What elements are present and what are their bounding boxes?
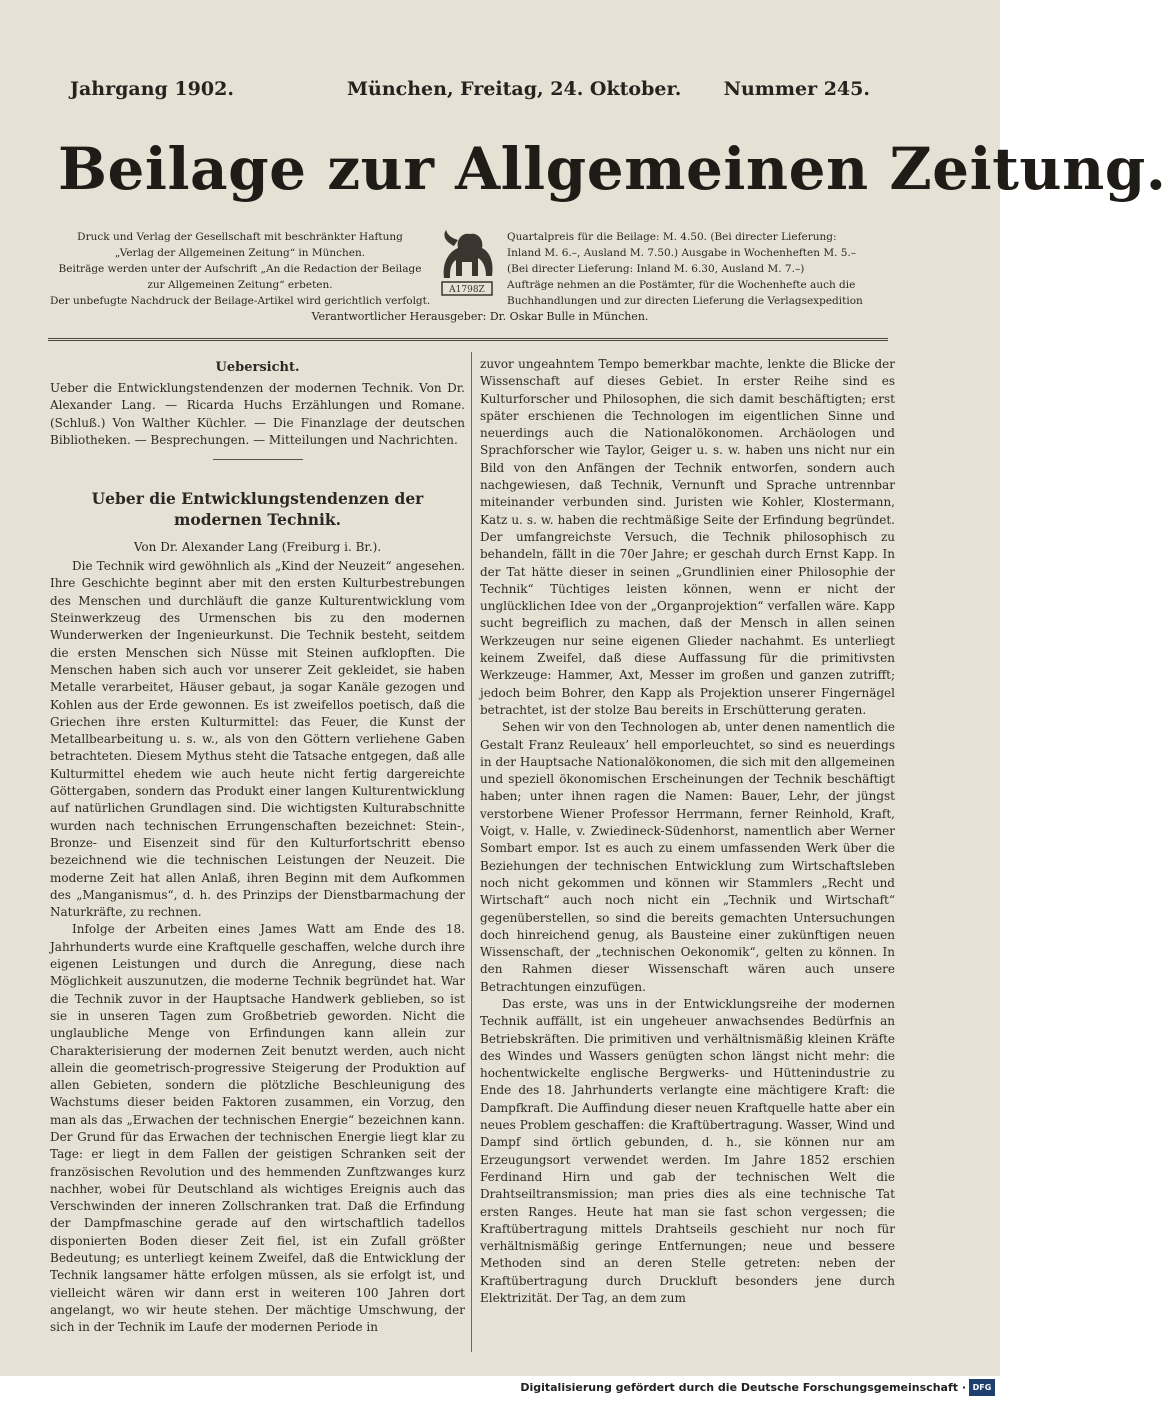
masthead-line — [62, 78, 876, 108]
dateline: München, Freitag, 24. Oktober. — [347, 78, 682, 100]
article-paragraph: Die Technik wird gewöhnlich als „Kind der Neuzeit“ angesehen. Ihre Geschichte beginnt aber mit den ersten Kulturbestrebungen des Menschen und durchläuft die ganze Kulturentwicklung vom Steinwerkzeug des Urmenschen bis zu den modernen Wunderwerken der Ingenieurkunst. Die Technik besteht, seitdem die ersten Menschen sich Nüsse mit Steinen aufklopften. Die Menschen haben sich auch vor unserer Zeit gekleidet, sie haben Metalle verarbeitet, Häuser gebaut, ja sogar Kanäle gezogen und Kohlen aus der Erde gewonnen. Es ist zweifellos poetisch, daß die Griechen ihre ersten Kulturmittel: das Feuer, die Kunst der Metallbearbeitung u. s. w., als von den Göttern verliehene Gaben betrachteten. Diesem Mythus steht die Tatsache entgegen, daß alle Kulturmittel ehedem wie auch heute nicht fertig dargereichte Göttergaben, sondern das Produkt einer langen Kulturentwicklung auf natürlichen Grundlagen sind. Die wichtigsten Kulturabschnitte wurden nach technischen Errungenschaften bezeichnet: Stein-, Bronze- und Eisenzeit sind für den Kulturfortschritt ebenso bezeichnend wie die technischen Leistungen der Neuzeit. Die moderne Zeit hat allen Anlaß, ihren Beginn mit dem Aufkommen des „Manganismus“, d. h. des Prinzips der Dienstbarmachung der Naturkräfte, zu rechnen. — [50, 559, 465, 920]
article-paragraph: Das erste, was uns in der Entwicklungsreihe der modernen Technik auffällt, ist ein ungeheuer anwachsendes Bedürfnis an Betriebskräften. Die primitiven und verhältnismäßig kleinen Kräfte des Windes und Wassers genügten schon längst nicht mehr: die hochentwickelte englische Bergwerks- und Hüttenindustrie zu Ende des 18. Jahrhunderts verlangte eine mächtigere Kraft: die Dampfkraft. Die Auffindung dieser neuen Kraftquelle hatte aber ein neues Problem geschaffen: die Kraftübertragung. Wasser, Wind und Dampf sind örtlich gebunden, d. h., sie können nur am Erzeugungsort verwendet werden. Im Jahre 1852 erschien Ferdinand Hirn und gab der technischen Welt die Drahtseiltransmission; man pries dies als eine technische Tat ersten Ranges. Heute hat man sie fast schon vergessen; die Kraftübertragung mittels Drahtseils geschieht nur noch für verhältnismäßig geringe Entfernungen; neue und bessere Methoden sind an deren Stelle getreten: neben der Kraftübertragung durch Druckluft besonders jene durch Elektrizität. Der Tag, an dem zum — [480, 996, 895, 1306]
newspaper-title: Beilage zur Allgemeinen Zeitung. — [58, 135, 1166, 203]
subscription-line: Quartalpreis für die Beilage: M. 4.50. (Bei directer Lieferung: — [507, 231, 837, 243]
overview-text: Ueber die Entwicklungstendenzen der modernen Technik. Von Dr. Alexander Lang. — Ricarda Huchs Erzählungen und Romane. (Schluß.) Von Walther Küchler. — Die Finanzlage der deutschen Bibliotheken. — Besprechungen. — Mitteilungen und Nachrichten. — [50, 381, 465, 447]
publisher-line: Beiträge werden unter der Aufschrift „An die Redaction der Beilage — [58, 263, 422, 275]
digitization-credit: Digitalisierung gefördert durch die Deutsche Forschungsgemeinschaft · — [520, 1381, 966, 1394]
article-paragraph: Sehen wir von den Technologen ab, unter denen namentlich die Gestalt Franz Reuleaux’ hell emporleuchtet, so sind es neuerdings in der Hauptsache Nationalökonomen, die sich mit den allgemeinen und speziell ökonomischen Erscheinungen der Technik beschäftigt haben; unter ihnen ragen die Namen: Bauer, Lehr, der jüngst verstorbene Wiener Professor Herrmann, ferner Reinhold, Kraft, Voigt, v. Halle, v. Zwiedineck-Südenhorst, namentlich aber Werner Sombart empor. Ist es auch zu einem umfassenden Werk über die Beziehungen der technischen Entwicklung zum Wirtschaftsleben noch nicht gekommen und können wir Stammlers „Recht und Wirtschaft“ auch noch nicht ein „Technik und Wirtschaft“ gegenüberstellen, so sind die bereits gemachten Untersuchungen doch hinreichend genug, als Bausteine einer zukünftigen neuen Wissenschaft, der „technischen Oekonomik“, gelten zu können. In den Rahmen dieser Wissenschaft wären auch unsere Betrachtungen einzufügen. — [480, 720, 895, 994]
overview-heading: Uebersicht. — [215, 360, 300, 375]
article-title: Ueber die Entwicklungstendenzen der modernen Technik. — [91, 489, 424, 530]
volume-label: Jahrgang 1902. — [70, 78, 234, 100]
section-divider — [213, 459, 303, 460]
article-paragraph: Infolge der Arbeiten eines James Watt am Ende des 18. Jahrhunderts wurde eine Kraftquelle geschaffen, welche durch ihre eigenen Leistungen und durch die Anregung, diese nach Möglichkeit auszunutzen, die moderne Technik begründet hat. War die Technik zuvor in der Hauptsache Handwerk geblieben, so ist sie in unseren Tagen zum Großbetrieb geworden. Nicht die unglaubliche Menge von Erfindungen kann allein zur Charakterisierung der modernen Zeit benutzt werden, auch nicht allein die geometrisch-progressive Steigerung der Produktion auf allen Gebieten, sondern die plötzliche Beschleunigung des Wachstums dieser beiden Faktoren zusammen, ein Vorzug, den man als das „Erwachen der technischen Energie“ bezeichnen kann. Der Grund für das Erwachen der technischen Energie liegt klar zu Tage: er liegt in dem Fallen der geistigen Schranken seit der französischen Revolution und des hemmenden Zunftzwanges kurz nachher, wobei für Deutschland als wichtiges Ereignis auch das Verschwinden der inneren Zollschranken trat. Daß die Erfindung der Dampfmaschine gerade auf den wirtschaftlich tadellos disponierten Boden dieser Zeit fiel, ist ein Zufall größter Bedeutung; es unterliegt keinem Zweifel, daß die Entwicklung der Technik langsamer hätte erfolgen müssen, als sie erfolgt ist, und vielleicht wären wir dann erst in weiteren 100 Jahren dort angelangt, wo wir heute stehen. Der mächtige Umschwung, der sich in der Technik im Laufe der modernen Periode in — [50, 922, 465, 1335]
article-paragraph: zuvor ungeahntem Tempo bemerkbar machte, lenkte die Blicke der Wissenschaft auf dieses Gebiet. In erster Reihe sind es Kulturforscher und Philosophen, die sich damit beschäftigten; erst später erschienen die Technologen im eigentlichen Sinne und neuerdings auch die Nationalökonomen. Archäologen und Sprachforscher wie Taylor, Geiger u. s. w. haben uns nicht nur ein Bild von den Anfängen der Technik entworfen, sondern auch nachgewiesen, daß Technik, Vernunft und Sprache untrennbar miteinander verbunden sind. Juristen wie Kohler, Klostermann, Katz u. s. w. haben die rechtmäßige Seite der Erfindung begründet. Der umfangreichste Versuch, die Technik philosophisch zu behandeln, fällt in die 70er Jahre; er geschah durch Ernst Kapp. In der Tat hätte dieser in seinen „Grundlinien einer Philosophie der Technik“ Tüchtiges leisten können, wenn er nicht der unglücklichen Idee von der „Organprojektion“ verfallen wäre. Kapp sucht begreiflich zu machen, daß der Mensch in allen seinen Werkzeugen nur seine eigenen Glieder nachahmt. Es unterliegt keinem Zweifel, daß diese Auffassung für die primitivsten Werkzeuge: Hammer, Axt, Messer im großen und ganzen zutrifft; jedoch beim Bohrer, den Kapp als Projektion unserer Fingernägel betrachtet, ist der stolze Bau bereits in Erschütterung geraten. — [480, 357, 895, 717]
subscription-line: (Bei directer Lieferung: Inland M. 6.30, Ausland M. 7.–) — [507, 263, 805, 275]
subscription-line: Inland M. 6.–, Ausland M. 7.50.) Ausgabe in Wochenheften M. 5.– — [507, 247, 857, 259]
emblem-text: A1798Z — [449, 285, 485, 295]
lion-emblem-icon — [432, 226, 502, 302]
right-column — [480, 356, 895, 1307]
publisher-line: „Verlag der Allgemeinen Zeitung“ in München. — [114, 247, 366, 259]
subscription-line: Buchhandlungen und zur directen Lieferung die Verlagsexpedition — [507, 295, 863, 307]
editor-line: Verantwortlicher Herausgeber: Dr. Oskar Bulle in München. — [311, 310, 649, 323]
article-byline: Von Dr. Alexander Lang (Freiburg i. Br.). — [133, 540, 382, 555]
issue-number: Nummer 245. — [723, 78, 870, 100]
dfg-logo: DFG — [969, 1379, 995, 1396]
subscription-line: Aufträge nehmen an die Postämter, für die Wochenhefte auch die — [507, 279, 856, 291]
subscription-info — [507, 229, 887, 309]
footer-bar — [0, 1376, 1000, 1401]
header-divider — [48, 338, 888, 341]
publisher-line: Druck und Verlag der Gesellschaft mit beschränkter Haftung — [77, 231, 403, 243]
publisher-info — [50, 229, 430, 309]
left-column — [50, 356, 465, 1337]
publisher-line: Der unbefugte Nachdruck der Beilage-Artikel wird gerichtlich verfolgt. — [50, 295, 431, 307]
publisher-line: zur Allgemeinen Zeitung“ erbeten. — [147, 279, 333, 291]
column-divider — [471, 352, 472, 1352]
